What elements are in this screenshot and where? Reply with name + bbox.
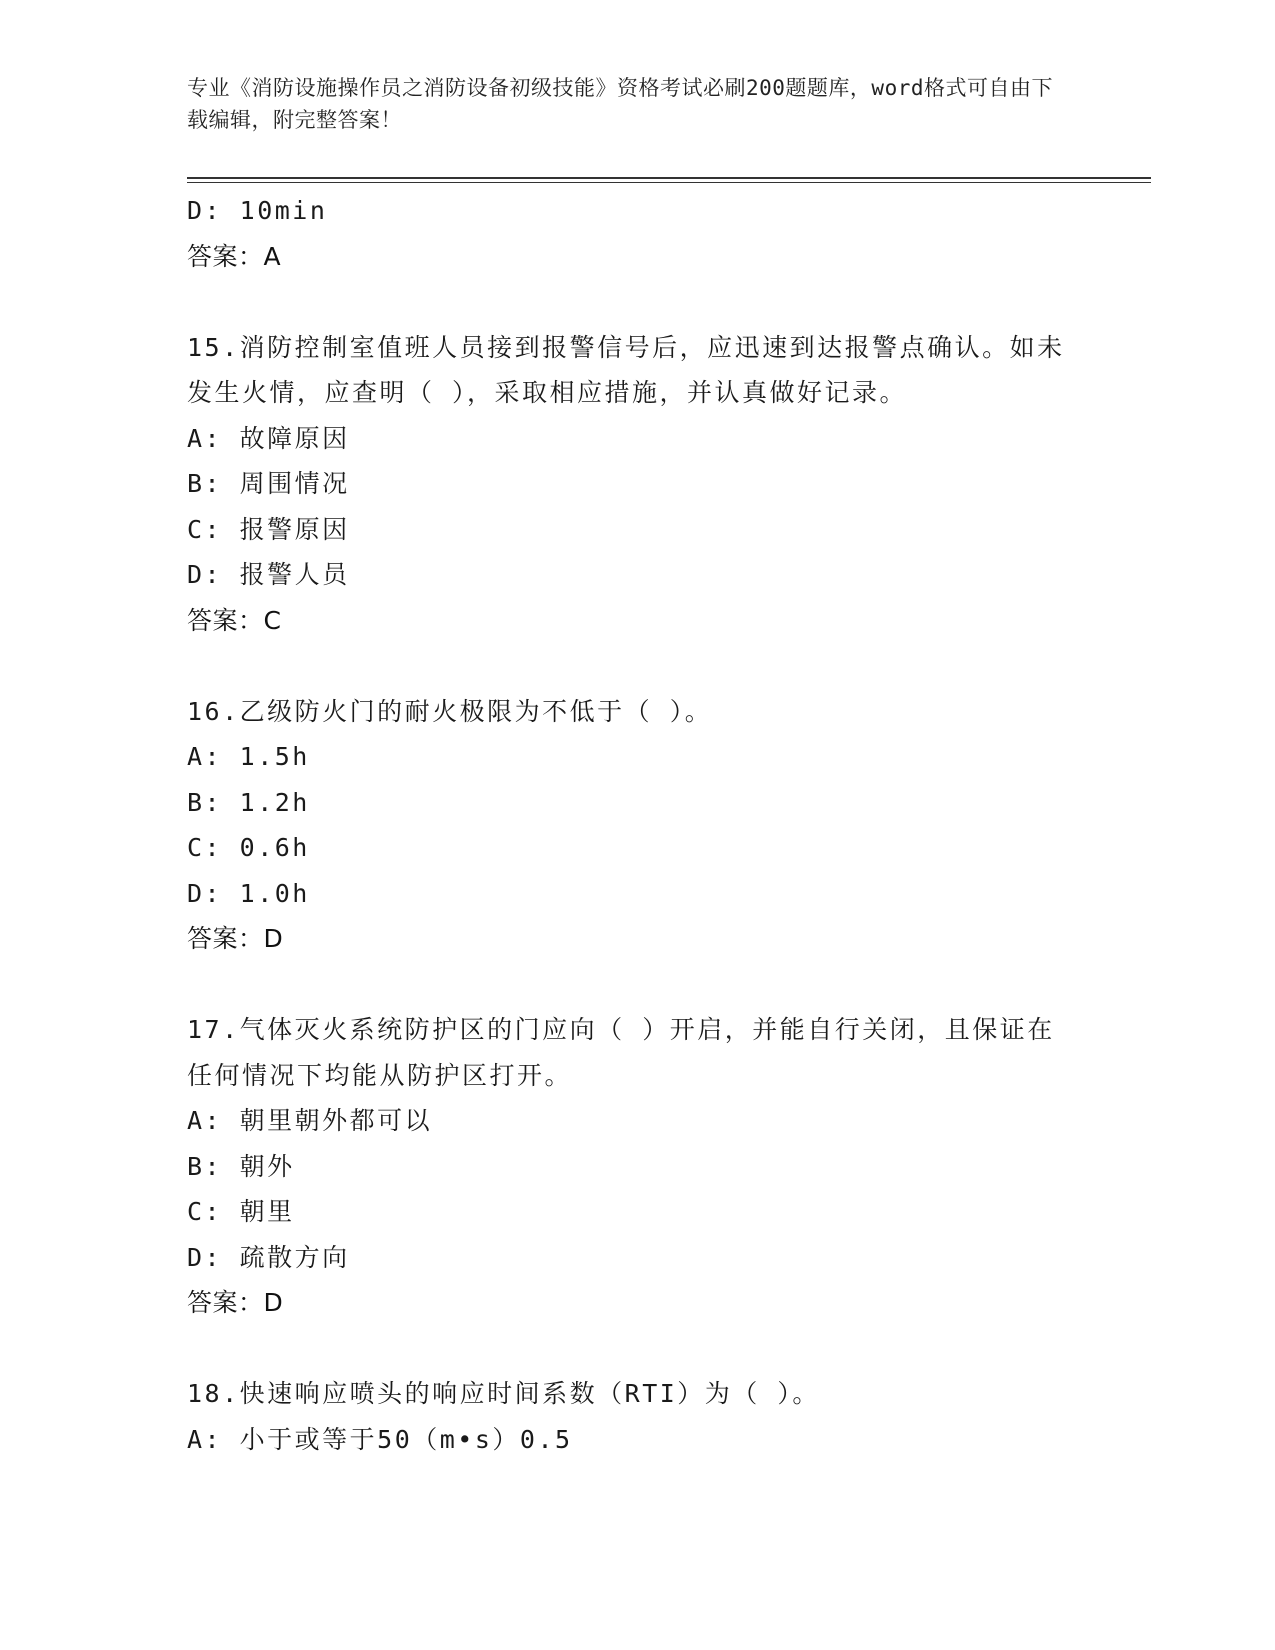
option-a: A: 朝里朝外都可以 bbox=[187, 1106, 433, 1135]
option-a: A: 小于或等于50（m•s）0.5 bbox=[187, 1424, 573, 1454]
option-c: C: 报警原因 bbox=[187, 514, 350, 544]
option-c: C: 0.6h bbox=[187, 833, 310, 862]
answer-label: 答案：D bbox=[187, 1288, 284, 1317]
option-d: D: 1.0h bbox=[187, 878, 310, 908]
option-b: B: 1.2h bbox=[187, 787, 310, 817]
question-block-16 bbox=[187, 689, 1087, 962]
question-stem: 17.气体灭火系统防护区的门应向（ ）开启，并能自行关闭，且保证在任何情况下均能从防护区打开。 bbox=[187, 1015, 1055, 1090]
question-stem: 18.快速响应喷头的响应时间系数（RTI）为（ ）。 bbox=[187, 1379, 820, 1408]
question-block-18 bbox=[187, 1371, 1087, 1462]
option-c: C: 朝里 bbox=[187, 1197, 295, 1226]
page-header: 专业《消防设施操作员之消防设备初级技能》资格考试必刷200题题库，word格式可自由下载编辑，附完整答案！ bbox=[187, 76, 1053, 132]
question-content bbox=[187, 188, 1087, 1462]
option-a: A: 1.5h bbox=[187, 742, 310, 771]
option-a: A: 故障原因 bbox=[187, 423, 350, 453]
spacer bbox=[187, 279, 1087, 325]
question-block-15 bbox=[187, 325, 1087, 644]
spacer bbox=[187, 962, 1087, 1008]
option-b: B: 周围情况 bbox=[187, 469, 350, 498]
question-stem: 16.乙级防火门的耐火极限为不低于（ ）。 bbox=[187, 696, 713, 726]
header-divider-thin bbox=[187, 182, 1151, 183]
header-divider-thick bbox=[187, 177, 1151, 179]
spacer bbox=[187, 1326, 1087, 1372]
option-d: D: 疏散方向 bbox=[187, 1242, 350, 1272]
answer-label: 答案：C bbox=[187, 605, 282, 635]
question-stem: 15.消防控制室值班人员接到报警信号后，应迅速到达报警点确认。如未发生火情，应查明（ ），采取相应措施，并认真做好记录。 bbox=[187, 332, 1065, 407]
option-d: D: 报警人员 bbox=[187, 560, 350, 589]
spacer bbox=[187, 643, 1087, 689]
option-b: B: 朝外 bbox=[187, 1151, 295, 1181]
carryover-answer: 答案：A bbox=[187, 241, 282, 271]
question-block-17 bbox=[187, 1007, 1087, 1326]
carryover-option-d: D: 10min bbox=[187, 196, 328, 225]
answer-label: 答案：D bbox=[187, 924, 284, 953]
